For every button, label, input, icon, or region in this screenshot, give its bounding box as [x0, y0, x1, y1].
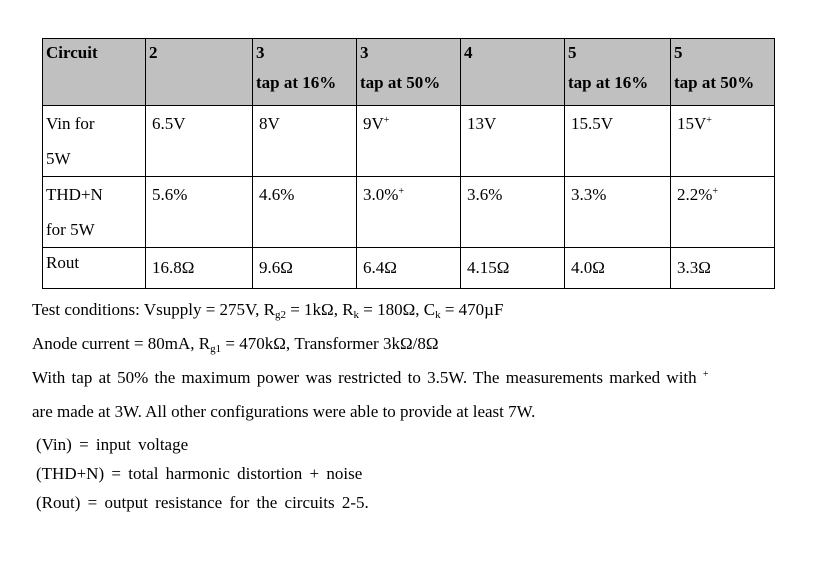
- definition-vin: (Vin) = input voltage: [36, 435, 189, 454]
- table-cell: 3.3%: [565, 177, 671, 248]
- results-table: [42, 38, 775, 289]
- header-cell-5-tap50: 5 tap at 50%: [671, 39, 775, 106]
- table-cell: 16.8Ω: [146, 248, 253, 289]
- table-cell: 3.3Ω: [671, 248, 775, 289]
- header-cell-4: 4: [461, 39, 565, 106]
- table-cell: 6.5V: [146, 106, 253, 177]
- table-cell: 3.6%: [461, 177, 565, 248]
- table-cell: 5.6%: [146, 177, 253, 248]
- table-row-rout: [43, 248, 775, 289]
- table-cell: 4.0Ω: [565, 248, 671, 289]
- table-cell: 4.15Ω: [461, 248, 565, 289]
- note-line-measurement-power: are made at 3W. All other configurations were able to provide at least 7W.: [32, 402, 536, 421]
- table-cell: 9.6Ω: [253, 248, 357, 289]
- table-cell: 15V+: [671, 106, 775, 177]
- table-row-thd: [43, 177, 775, 248]
- row-label-thd: THD+N for 5W: [43, 177, 146, 248]
- table-cell: 13V: [461, 106, 565, 177]
- table-cell: 8V: [253, 106, 357, 177]
- table-cell: 2.2%+: [671, 177, 775, 248]
- header-cell-3-tap16: 3 tap at 16%: [253, 39, 357, 106]
- header-cell-circuit: Circuit: [43, 39, 146, 106]
- table-header-row: [43, 39, 775, 106]
- table-cell: 3.0%+: [357, 177, 461, 248]
- row-label-vin: Vin for 5W: [43, 106, 146, 177]
- table-row-vin: [43, 106, 775, 177]
- table-cell: 4.6%: [253, 177, 357, 248]
- header-cell-3-tap50: 3 tap at 50%: [357, 39, 461, 106]
- header-cell-5-tap16: 5 tap at 16%: [565, 39, 671, 106]
- test-conditions-notes: [32, 293, 812, 429]
- definition-thdn: (THD+N) = total harmonic distortion + noise: [36, 464, 363, 483]
- header-cell-2: 2: [146, 39, 253, 106]
- note-line-test-conditions: Test conditions: Vsupply = 275V, $R_{g2} = 1k\Omega$, $R_k = 180\Omega$, $C_k = 470\mu F$: [32, 300, 504, 321]
- note-line-tap-restriction: With tap at 50% the maximum power was restricted to 3.5W. The measurements marked with +: [32, 368, 709, 387]
- note-line-anode-current: Anode current = 80mA, $R_{g1} = 470k\Omega$, Transformer 3kΩ/8Ω: [32, 334, 439, 355]
- table-cell: 9V+: [357, 106, 461, 177]
- table-cell: 15.5V: [565, 106, 671, 177]
- definitions-list: [36, 430, 369, 517]
- table-cell: 6.4Ω: [357, 248, 461, 289]
- row-label-rout: Rout: [43, 248, 146, 289]
- definition-rout: (Rout) = output resistance for the circuits 2-5.: [36, 493, 369, 512]
